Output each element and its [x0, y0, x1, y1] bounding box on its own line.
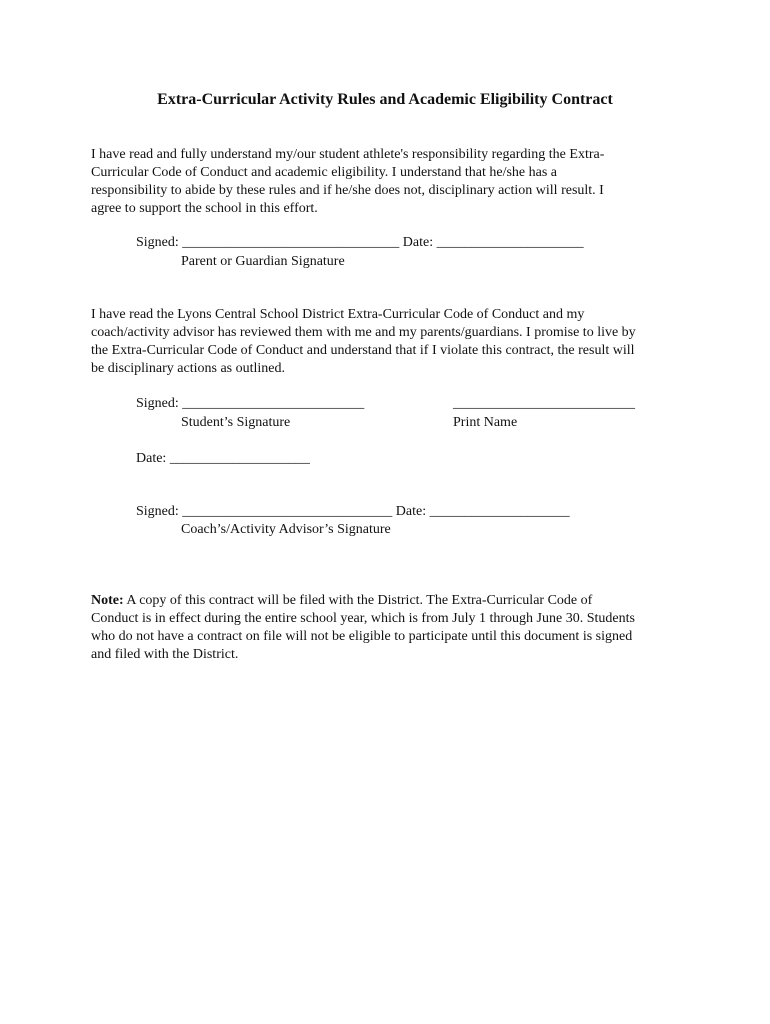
paragraph-line: responsibility to abide by these rules and if he/she does not, disciplinary action will result. I [91, 183, 604, 198]
parent-signature-caption: Parent or Guardian Signature [181, 254, 345, 269]
parent-agreement-paragraph [91, 146, 691, 218]
paragraph-line: coach/activity advisor has reviewed them with me and my parents/guardians. I promise to live by [91, 325, 636, 340]
student-agreement-paragraph [91, 306, 691, 378]
note-line: who do not have a contract on file will not be eligible to participate until this document is signed [91, 629, 633, 644]
student-signature-line: Signed: __________________________ [136, 396, 365, 411]
coach-signature-date-line: Signed: ______________________________ Date: ____________________ [136, 504, 570, 519]
paragraph-line: agree to support the school in this effort. [91, 201, 318, 216]
student-signature-caption: Student’s Signature [181, 415, 291, 430]
note-line: Conduct is in effect during the entire school year, which is from July 1 through June 30. Students [91, 611, 635, 626]
paragraph-line: I have read and fully understand my/our student athlete's responsibility regarding the Extra- [91, 147, 605, 162]
note-first-line-text: A copy of this contract will be filed with the District. The Extra-Curricular Code of [123, 593, 593, 608]
paragraph-line: Curricular Code of Conduct and academic eligibility. I understand that he/she has a [91, 165, 558, 180]
coach-signature-caption: Coach’s/Activity Advisor’s Signature [181, 522, 391, 537]
parent-signature-date-line: Signed: _______________________________ Date: _____________________ [136, 235, 584, 250]
paragraph-line: be disciplinary actions as outlined. [91, 361, 286, 376]
note-paragraph [91, 592, 691, 664]
print-name-caption: Print Name [453, 415, 518, 430]
paragraph-line: the Extra-Curricular Code of Conduct and understand that if I violate this contract, the result will [91, 343, 635, 358]
paragraph-line: I have read the Lyons Central School District Extra-Curricular Code of Conduct and my [91, 307, 585, 322]
note-label: Note: [91, 593, 124, 608]
print-name-line: __________________________ [453, 396, 635, 411]
student-date-line: Date: ____________________ [136, 451, 310, 466]
note-first-line [91, 592, 691, 610]
note-line: and filed with the District. [91, 647, 239, 662]
document-title: Extra-Curricular Activity Rules and Academic Eligibility Contract [157, 91, 613, 108]
